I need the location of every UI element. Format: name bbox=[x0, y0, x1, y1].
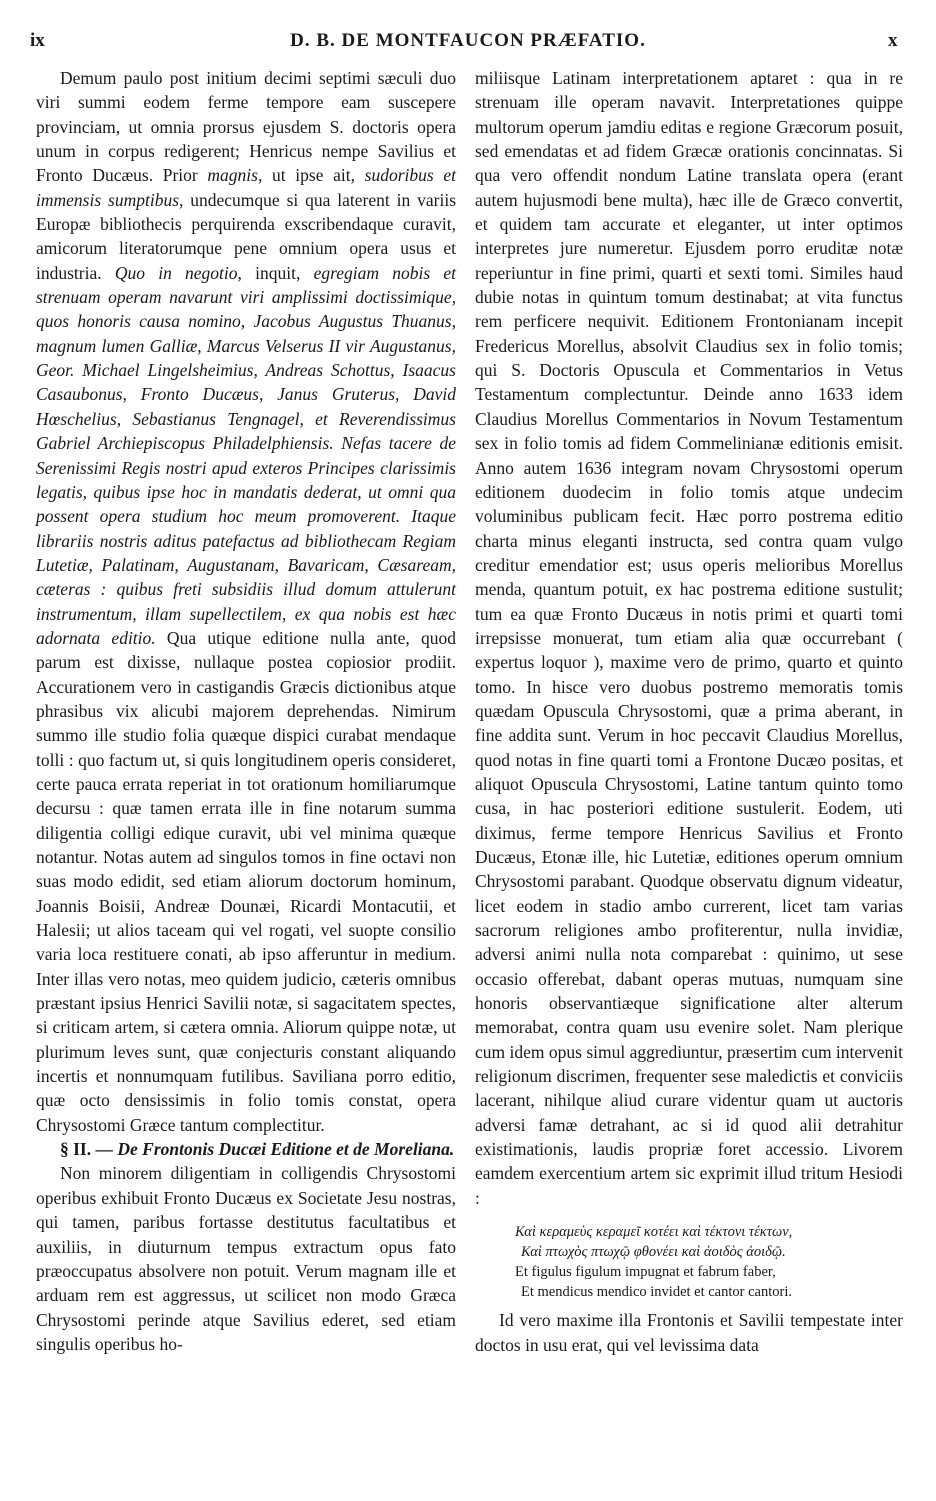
text-run: Demum paulo post initium decimi septimi sæculi duo viri summi eodem ferme tempore eam suscepere provinciam, ut omnia prorsus ejusdem S. doctoris opera unum in corpus redigerent; Henricus nempe Savilius et Fronto Ducæus. Prior bbox=[36, 68, 456, 186]
text-run: Qua utique editione nulla ante, quod parum est dixisse, nullaque postea copiosior prodiit. Accurationem vero in castigandis Græcis dictionibus atque phrasibus vix alicubi majorem deprehendas. Nimirum summo ille studio folia quæque dispici curabat mendaque tolli : quo factum ut, si quis longitudinem operis consideret, certe pauca errata reperiat in tot orationum homiliarumque decursu : quæ tamen errata ille in fine notarum summa diligentia colligi edique curavit, ubi vel minima quæque notantur. Notas autem ad singulos tomos in fine octavi non suas modo edidit, sed etiam aliorum doctorum hominum, Joannis Boisii, Andreæ Dounæi, Ricardi Montacutii, et Halesii; ut alios taceam qui vel rogati, vel suopte consilio varia loca restituere conati, ab ipso afferuntur in medium. Inter illas vero notas, meo quidem judicio, cæteris omnibus præstant ipsius Henrici Savilii notæ, si sagacitatem spectes, si criticam artem, si cætera omnia. Aliorum quippe notæ, ut plurimum leves sunt, quæ conjecturis constant aliquando incertis et nonnumquam futilibus. Saviliana porro editio, quæ octo densissimis in folio tomis constat, opera Chrysostomi Græce tantum complectitur. bbox=[36, 627, 457, 1135]
paragraph-fronto: Non minorem diligentiam in colligendis Chrysostomi operibus exhibuit Fronto Ducæus ex Societate Jesu nostras, qui tamen, paribus fortasse destitutus facultatibus et auxiliis, in diuturnum tempus extractum opus fato præoccupatus absolvere non potuit. Verum magnam ille et arduam rem est aggressus, ut scilicet non modo Græca Chrysostomi perinde atque Savilius ederet, sed etiam singulis operibus ho- bbox=[36, 1163, 456, 1354]
running-title: D. B. DE MONTFAUCON PRÆFATIO. bbox=[290, 30, 646, 51]
text-run: inquit, bbox=[241, 262, 314, 283]
section-heading bbox=[36, 1137, 456, 1161]
paragraph-closing: Id vero maxime illa Frontonis et Savilii tempestate inter doctos in usu erat, qui vel levissima data bbox=[475, 1310, 903, 1355]
latin-verse-line: Et mendicus mendico invidet et cantor cantori. bbox=[521, 1284, 792, 1301]
paragraph-savilius bbox=[36, 66, 456, 1137]
italic-run: Quo in negotio, bbox=[114, 262, 242, 283]
right-column bbox=[475, 66, 903, 1357]
left-column bbox=[36, 66, 456, 1356]
text-run: ut ipse ait, bbox=[262, 165, 365, 186]
section-title: De Frontonis Ducæi Editione et de Moreliana. bbox=[117, 1139, 455, 1160]
page-number-right: x bbox=[888, 30, 898, 51]
hesiod-verse bbox=[475, 1222, 903, 1302]
italic-quotation: egregiam nobis et strenuam operam navarunt viri amplissimi doctissimique, quos honoris causa nomino, Jacobus Augustus Thuanus, magnum lumen Galliæ, Marcus Velserus II vir Augustanus, Geor. Michael Lingelsheimius, Andreas Schottus, Isaacus Casaubonus, Fronto Ducæus, Janus Gruterus, David Hœschelius, Sebastianus Tengnagel, et Reverendissimus Gabriel Archiepiscopus Philadelphiensis. Nefas tacere de Serenissimi Regis nostri apud exteros Principes clarissimis legatis, quibus ipse hoc in mandatis dederat, ut omni qua possent opera studium hoc meum promoverent. Itaque librariis nostris aditus patefactus ad bibliothecam Regiam Lutetiæ, Palatinam, Augustanam, Bavaricam, Cæsaream, cæteras : quibus freti subsidiis illud domum attulerunt instrumentum, illam supellectilem, ex qua nobis est hæc adornata editio. bbox=[36, 262, 456, 648]
greek-verse-line: Καὶ πτωχὸς πτωχῷ φθονέει καὶ ἀοιδὸς ἀοιδῷ. bbox=[521, 1244, 786, 1261]
italic-run: magnis, bbox=[207, 165, 263, 186]
text-run: undecumque si qua laterent in variis Europæ bibliothecis perquirenda exscribendaque curavit, amicorum literatorumque pene omnium opera usus et industria. bbox=[36, 189, 457, 283]
greek-verse-line: Καὶ κεραμεὺς κεραμεῖ κοτέει καὶ τέκτονι τέκτων, bbox=[515, 1224, 793, 1241]
page-number-left: ix bbox=[30, 30, 45, 51]
paragraph-continuation: miliisque Latinam interpretationem aptaret : qua in re strenuam ille operam navavit. Interpretationes quippe multorum operum jamdiu editas e regione Græcorum posuit, sed emendatas et ad fidem Græcæ orationis concinnatas. Si qua vero offendit nondum Latine translata opera (erant autem hujusmodi bene multa), hæc ille de Græco convertit, et quidem tam accurate et eleganter, ut inter optimos interpretes jure numeretur. Ejusdem porro eruditæ notæ reperiuntur in fine primi, quarti et sexti tomi. Similes haud dubie notas in quintum tomum destinabat; at vita functus rem perficere nequivit. Editionem Frontonianam incepit Fredericus Morellus, absolvit Claudius sex in folio tomis; qui S. Doctoris Opuscula et Commentarios in Vetus Testamentum complectuntur. Deinde anno 1633 idem Claudius Morellus Commentarios in Novum Testamentum sex in folio tomis ad fidem Commelinianæ editionis emisit. Anno autem 1636 integram novam Chrysostomi operum editionem duodecim in folio tomis atque undecim voluminibus publicam fecit. Hæc porro postrema editio charta minus eleganti instructa, sed contra quam vulgo creditur emendatior est; usus operis melioribus Morellus menda, quantum potuit, ex hac postrema editione sustulit; tum ea quæ Fronto Ducæus in notis primi et quarti tomi irrepsisse monuerat, tum etiam alia quæ occurrebant ( expertus loquor ), maxime vero de primo, quarto et quinto tomo. In hisce vero duobus postremo memoratis tomis quædam Opuscula Chrysostomi, quæ a prima aberant, in fine addita sunt. Verum in hoc peccavit Claudius Morellus, quod notas in fine quarti tomi a Frontone Ducæo positas, et aliquot Opuscula Chrysostomi, Latine tantum quinto tomo cusa, in hac posteriori editione sustulerit. Eodem, uti diximus, ferme tempore Henricus Savilius et Fronto Ducæus, Etonæ ille, hic Lutetiæ, editiones operum omnium Chrysostomi parabant. Quodque observatu dignum videatur, licet eodem in stadio ambo currerent, licet tam varias sacrorum religiones ambo profiterentur, nulla invidiæ, adversi animi nulla nota comparebat : quinimo, ut sese occasio offerebat, dabant operas mutuas, numquam sine honoris observantiæque significatione alter alterum memorabat, contra quam usu evenire solet. Nam plerique cum idem opus simul aggrediuntur, præsertim cum intervenit religionum discrimen, frequenter sese maledictis et conviciis lacerant, nihilque aliud curare videntur quam ut auctoris adversi famæ detrahant, ac si id quod alii detrahitur existimationis, laudis propriæ foret accessio. Livorem eamdem exercentium artem sic exprimit illud tritum Hesiodi : bbox=[475, 68, 903, 1208]
latin-verse-line: Et figulus figulum impugnat et fabrum faber, bbox=[515, 1264, 776, 1281]
section-number: § II. — bbox=[60, 1139, 113, 1160]
italic-run: sudoribus et immensis sumptibus, bbox=[36, 165, 457, 210]
